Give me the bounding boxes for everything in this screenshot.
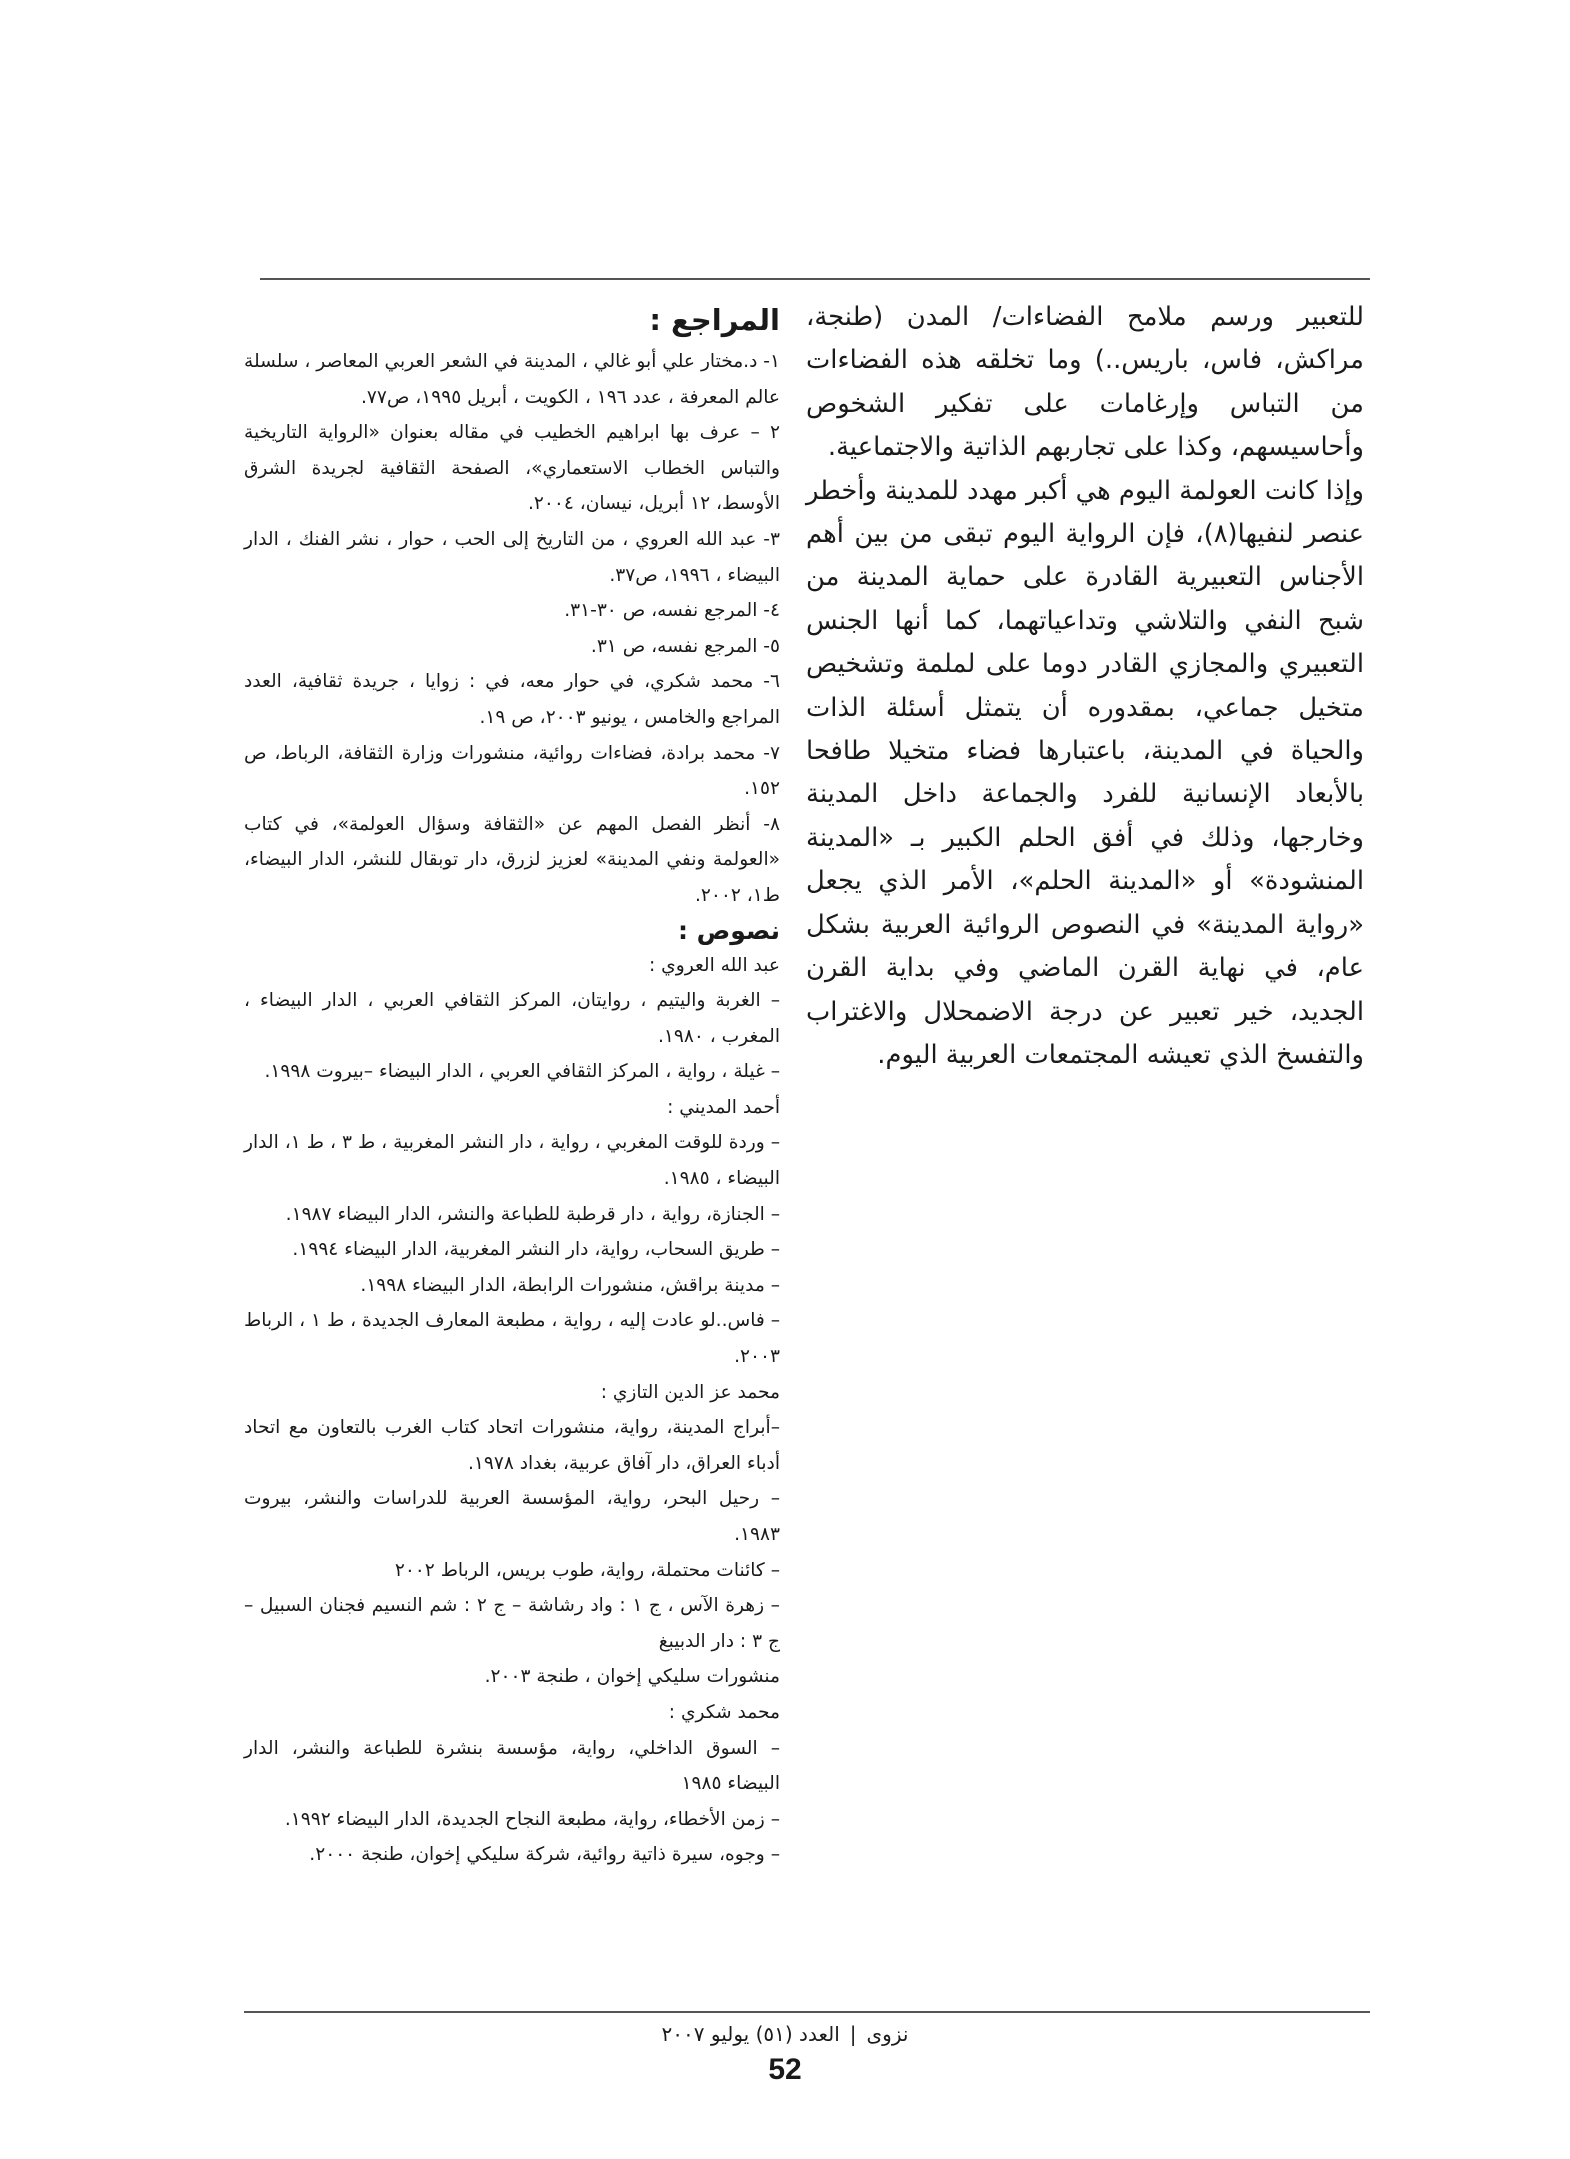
- work-item: – طريق السحاب، رواية، دار النشر المغربية، الدار البيضاء ١٩٩٤.: [292, 1239, 780, 1261]
- references-heading: المراجع :: [649, 303, 780, 337]
- works-list: [244, 983, 780, 1090]
- footer-issue-line: [0, 2022, 1570, 2046]
- page-number: 52: [768, 2053, 802, 2086]
- work-item: – السوق الداخلي، رواية، مؤسسة بنشرة للطباعة والنشر، الدار البيضاء ١٩٨٥: [244, 1737, 780, 1795]
- issue-info: العدد (٥١) يوليو ٢٠٠٧: [661, 2022, 840, 2046]
- work-item: – زمن الأخطاء، رواية، مطبعة النجاح الجديدة، الدار البيضاء ١٩٩٢.: [284, 1808, 780, 1830]
- work-item: – الجنازة، رواية ، دار قرطبة للطباعة والنشر، الدار البيضاء ١٩٨٧.: [285, 1203, 780, 1225]
- work-item: – وجوه، سيرة ذاتية روائية، شركة سليكي إخوان، طنجة ٢٠٠٠.: [309, 1844, 780, 1866]
- body-paragraph-2: وإذا كانت العولمة اليوم هي أكبر مهدد للمدينة وأخطر عنصر لنفيها(٨)، فإن الرواية اليوم تبقى من بين أهم الأجناس التعبيرية القادرة على حماية المدينة من شبح النفي والتلاشي وتداعياتهما، كما أنها الجنس التعبيري والمجازي القادر دوما على لملمة وتشخيص متخيل جماعي، بمقدوره أن يتمثل أسئلة الذات والحياة في المدينة، باعتبارها فضاء متخيلا طافحا بالأبعاد الإنسانية للفرد والجماعة داخل المدينة وخارجها، وذلك في أفق الحلم الكبير بـ «المدينة المنشودة» أو «المدينة الحلم»، الأمر الذي يجعل «رواية المدينة» في النصوص الروائية العربية بشكل عام، في نهاية القرن الماضي وفي بداية القرن الجديد، خير تعبير عن درجة الاضمحلال والاغتراب والتفسخ الذي تعيشه المجتمعات العربية اليوم.: [806, 475, 1364, 1070]
- reference-item: ٣- عبد الله العروي ، من التاريخ إلى الحب ، حوار ، نشر الفنك ، الدار البيضاء ، ١٩٩٦، ص٣٧.: [244, 528, 780, 586]
- work-item: – الغربة واليتيم ، روايتان، المركز الثقافي العربي ، الدار البيضاء ، المغرب ، ١٩٨٠.: [244, 990, 780, 1047]
- main-body-column: [806, 296, 1364, 1077]
- work-item: –أبراج المدينة، رواية، منشورات اتحاد كتاب الغرب بالتعاون مع اتحاد أدباء العراق، دار آفاق عربية، بغداد ١٩٧٨.: [244, 1417, 780, 1474]
- reference-item: ١- د.مختار علي أبو غالي ، المدينة في الشعر العربي المعاصر ، سلسلة عالم المعرفة ، عدد ١٩٦ ، الكويت ، أبريل ١٩٩٥، ص٧٧.: [244, 351, 780, 408]
- author-name: عبد الله العروي :: [648, 954, 780, 976]
- work-item: – رحيل البحر، رواية، المؤسسة العربية للدراسات والنشر، بيروت ١٩٨٣.: [244, 1488, 780, 1545]
- work-item: منشورات سليكي إخوان ، طنجة ٢٠٠٣.: [484, 1666, 780, 1688]
- work-item: – وردة للوقت المغربي ، رواية ، دار النشر المغربية ، ط ٣ ، ط ١، الدار البيضاء ، ١٩٨٥.: [244, 1132, 780, 1190]
- body-paragraph-1: للتعبير ورسم ملامح الفضاءات/ المدن (طنجة، مراكش، فاس، باريس..) وما تخلقه هذه الفضاءات من التباس وإرغامات على تفكير الشخوص وأحاسيسهم، وكذا على تجاربهم الذاتية والاجتماعية.: [806, 302, 1364, 463]
- reference-item: ٧- محمد برادة، فضاءات روائية، منشورات وزارة الثقافة، الرباط، ص ١٥٢.: [244, 742, 780, 800]
- author-name: محمد عز الدين التازي :: [600, 1381, 780, 1403]
- reference-item: ٦- محمد شكري، في حوار معه، في : زوايا ، جريدة ثقافية، العدد المراجع والخامس ، يونيو ٢٠٠٣، ص ١٩.: [244, 671, 780, 728]
- top-divider: [260, 278, 1370, 280]
- references-column: [244, 300, 780, 1873]
- magazine-name: نزوى: [866, 2022, 909, 2046]
- author-name: محمد شكري :: [668, 1701, 780, 1723]
- works-list: [244, 1410, 780, 1695]
- bottom-divider: [244, 2011, 1370, 2013]
- work-item: – مدينة براقش، منشورات الرابطة، الدار البيضاء ١٩٩٨.: [360, 1274, 780, 1296]
- work-item: – فاس..لو عادت إليه ، رواية ، مطبعة المعارف الجديدة ، ط ١ ، الرباط ٢٠٠٣.: [244, 1310, 780, 1368]
- references-list: [244, 344, 780, 914]
- work-item: – غيلة ، رواية ، المركز الثقافي العربي ، الدار البيضاء –بيروت ١٩٩٨.: [264, 1061, 780, 1083]
- reference-item: ٥- المرجع نفسه، ص ٣١.: [590, 635, 780, 657]
- work-item: – كائنات محتملة، رواية، طوب بريس، الرباط ٢٠٠٢: [394, 1559, 780, 1581]
- reference-item: ٨- أنظر الفصل المهم عن «الثقافة وسؤال العولمة»، في كتاب «العولمة ونفي المدينة» لعزيز لزرق، دار توبقال للنشر، الدار البيضاء، ط١، ٢٠٠٢.: [244, 813, 780, 906]
- footer-separator: |: [849, 2022, 857, 2046]
- reference-item: ٤- المرجع نفسه، ص ٣٠-٣١.: [564, 600, 780, 622]
- works-list: [244, 1731, 780, 1873]
- work-item: – زهرة الآس ، ج ١ : واد رشاشة – ج ٢ : شم النسيم فجنان السبيل – ج ٣ : دار الدبيبغ: [244, 1595, 780, 1652]
- reference-item: ٢ – عرف بها ابراهيم الخطيب في مقاله بعنوان «الرواية التاريخية والتباس الخطاب الاستعماري»، الصفحة الثقافية لجريدة الشرق الأوسط، ١٢ أبريل، نيسان، ٢٠٠٤.: [244, 422, 780, 515]
- works-list: [244, 1125, 780, 1374]
- author-name: أحمد المديني :: [667, 1096, 780, 1118]
- texts-heading: نصوص :: [677, 915, 780, 945]
